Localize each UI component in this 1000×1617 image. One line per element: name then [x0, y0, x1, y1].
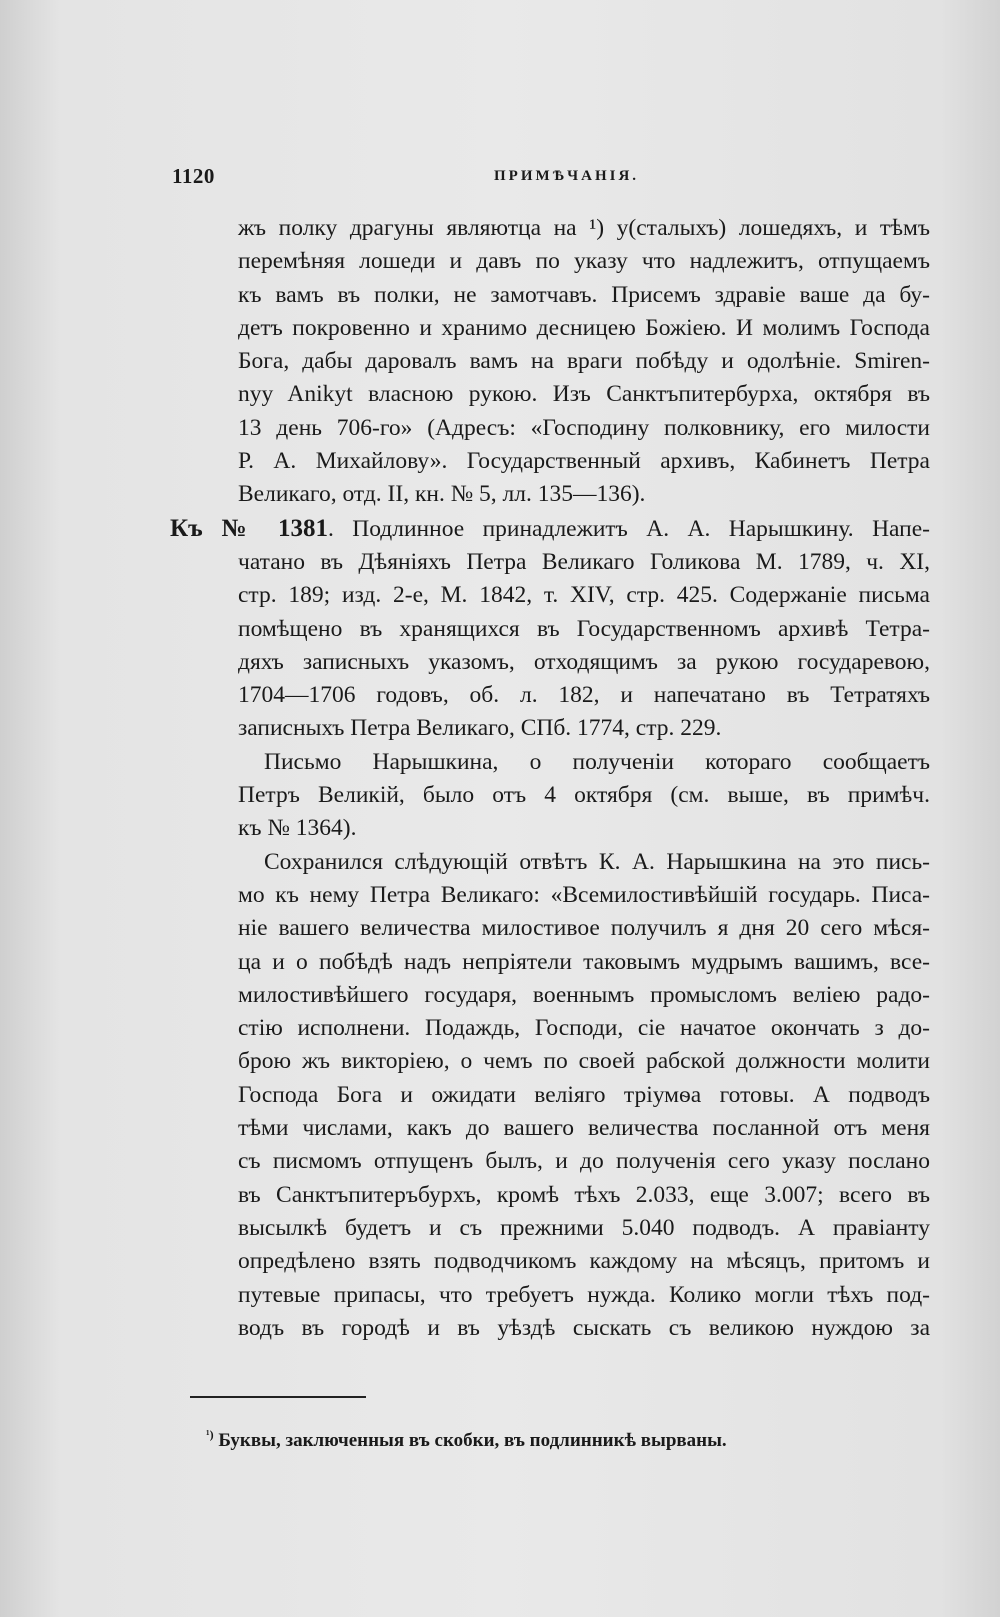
text-line: Письмо Нарышкина, о полученіи котораго сообщаетъ: [264, 748, 930, 775]
text-line: nyy Anikyt власною рукою. Изъ Санктъпитербурха, октября въ: [238, 381, 930, 408]
text-line: 1704—1706 годовъ, об. л. 182, и напечатано въ Тетратяхъ: [238, 682, 930, 709]
text-line: къ вамъ въ полки, не замотчавъ. Присемъ здравіе ваше да бу-: [238, 281, 930, 308]
text-line: милостивѣйшего государя, военнымъ промысломъ веліею радо-: [238, 981, 930, 1008]
text-line: записныхъ Петра Великаго, СПб. 1774, стр. 229.: [238, 715, 722, 742]
text-line: брою жъ викторіею, о чемъ по своей рабской должности молити: [238, 1048, 930, 1075]
entry-label: Къ № 1381: [170, 514, 328, 542]
body-text: [170, 212, 930, 1345]
text-line: ца и о побѣдѣ надъ непріятели таковымъ мудрымъ вашимъ, все-: [238, 948, 930, 975]
text-line: стр. 189; изд. 2-е, М. 1842, т. XIV, стр. 425. Содержаніе письма: [238, 582, 930, 609]
page-header: [172, 164, 932, 194]
footnote-marker: ¹): [206, 1427, 214, 1442]
text-line: Бога, дабы даровалъ вамъ на враги побѣду и одолѣніе. Smiren-: [238, 348, 930, 375]
text-line: къ № 1364).: [238, 815, 357, 842]
text-line: водъ въ городѣ и въ уѣздѣ сыскать съ великою нуждою за: [238, 1314, 930, 1341]
text-line: жъ полку драгуны являютца на ¹) у(сталыхъ) лошедяхъ, и тѣмъ: [238, 215, 930, 241]
paragraph-reply: [170, 846, 930, 1345]
text-line: опредѣлено взять подводчикомъ каждому на мѣсяцъ, притомъ и: [238, 1248, 930, 1275]
text-line: въ Санктъпитеръбурхъ, кромѣ тѣхъ 2.033, еще 3.007; всего въ: [238, 1181, 930, 1208]
text-line: ніе вашего величества милостивое получилъ я дня 20 сего мѣся-: [238, 915, 930, 942]
page-number: 1120: [172, 164, 215, 188]
text-line: дяхъ записныхъ указомъ, отходящимъ за рукою государевою,: [238, 648, 930, 675]
text-line: стію исполнени. Подаждь, Господи, сіе начатое окончать з до-: [238, 1015, 930, 1042]
text-line: 13 день 706-го» (Адресъ: «Господину полковнику, его милости: [238, 414, 930, 441]
text-line: высылкѣ будетъ и съ прежними 5.040 подводъ. А правіанту: [238, 1214, 930, 1241]
text-line: тѣми числами, какъ до вашего величества посланной отъ меня: [238, 1115, 930, 1142]
text-line: Господа Бога и ожидати веліяго тріумѳа готовы. А подводъ: [238, 1081, 930, 1108]
text-line: чатано въ Дѣяніяхъ Петра Великаго Голикова М. 1789, ч. XI,: [238, 548, 930, 575]
text-line: помѣщено въ хранящихся въ Государственномъ архивѣ Тетра-: [238, 615, 930, 642]
text-line: Великаго, отд. II, кн. № 5, лл. 135—136).: [238, 481, 646, 508]
footnote-text: Буквы, заключенныя въ скобки, въ подлинникѣ вырваны.: [218, 1430, 727, 1451]
entry-first-line: [170, 512, 930, 546]
paragraph-letter-end: [170, 212, 930, 512]
running-head: ПРИМѢЧАНІЯ.: [494, 168, 640, 184]
text-line: Р. А. Михайлову». Государственный архивъ, Кабинетъ Петра: [238, 448, 930, 475]
text-line: путевые припасы, что требуетъ нужда. Колико могли тѣхъ под-: [238, 1281, 930, 1308]
text-line: детъ покровенно и хранимо десницею Божіею. И молимъ Господа: [238, 314, 930, 341]
footnote-divider: [190, 1396, 366, 1398]
text-line: съ писмомъ отпущенъ былъ, и до полученія сего указу послано: [238, 1148, 930, 1175]
footnote: [206, 1427, 727, 1452]
entry-1381: [170, 512, 930, 746]
text-line: Петръ Великій, было отъ 4 октября (см. выше, въ примѣч.: [238, 782, 930, 809]
paragraph-narishkin-letter: [170, 746, 930, 846]
text-line: Сохранился слѣдующій отвѣтъ К. А. Нарышкина на это пись-: [264, 848, 930, 875]
text-line: мо къ нему Петра Великаго: «Всемилостивѣйшій государь. Писа-: [238, 881, 930, 908]
text-line: перемѣняя лошеди и давъ по указу что надлежитъ, отпущаемъ: [238, 248, 930, 275]
text-line: . Подлинное принадлежитъ А. А. Нарышкину. Напе-: [327, 515, 930, 542]
